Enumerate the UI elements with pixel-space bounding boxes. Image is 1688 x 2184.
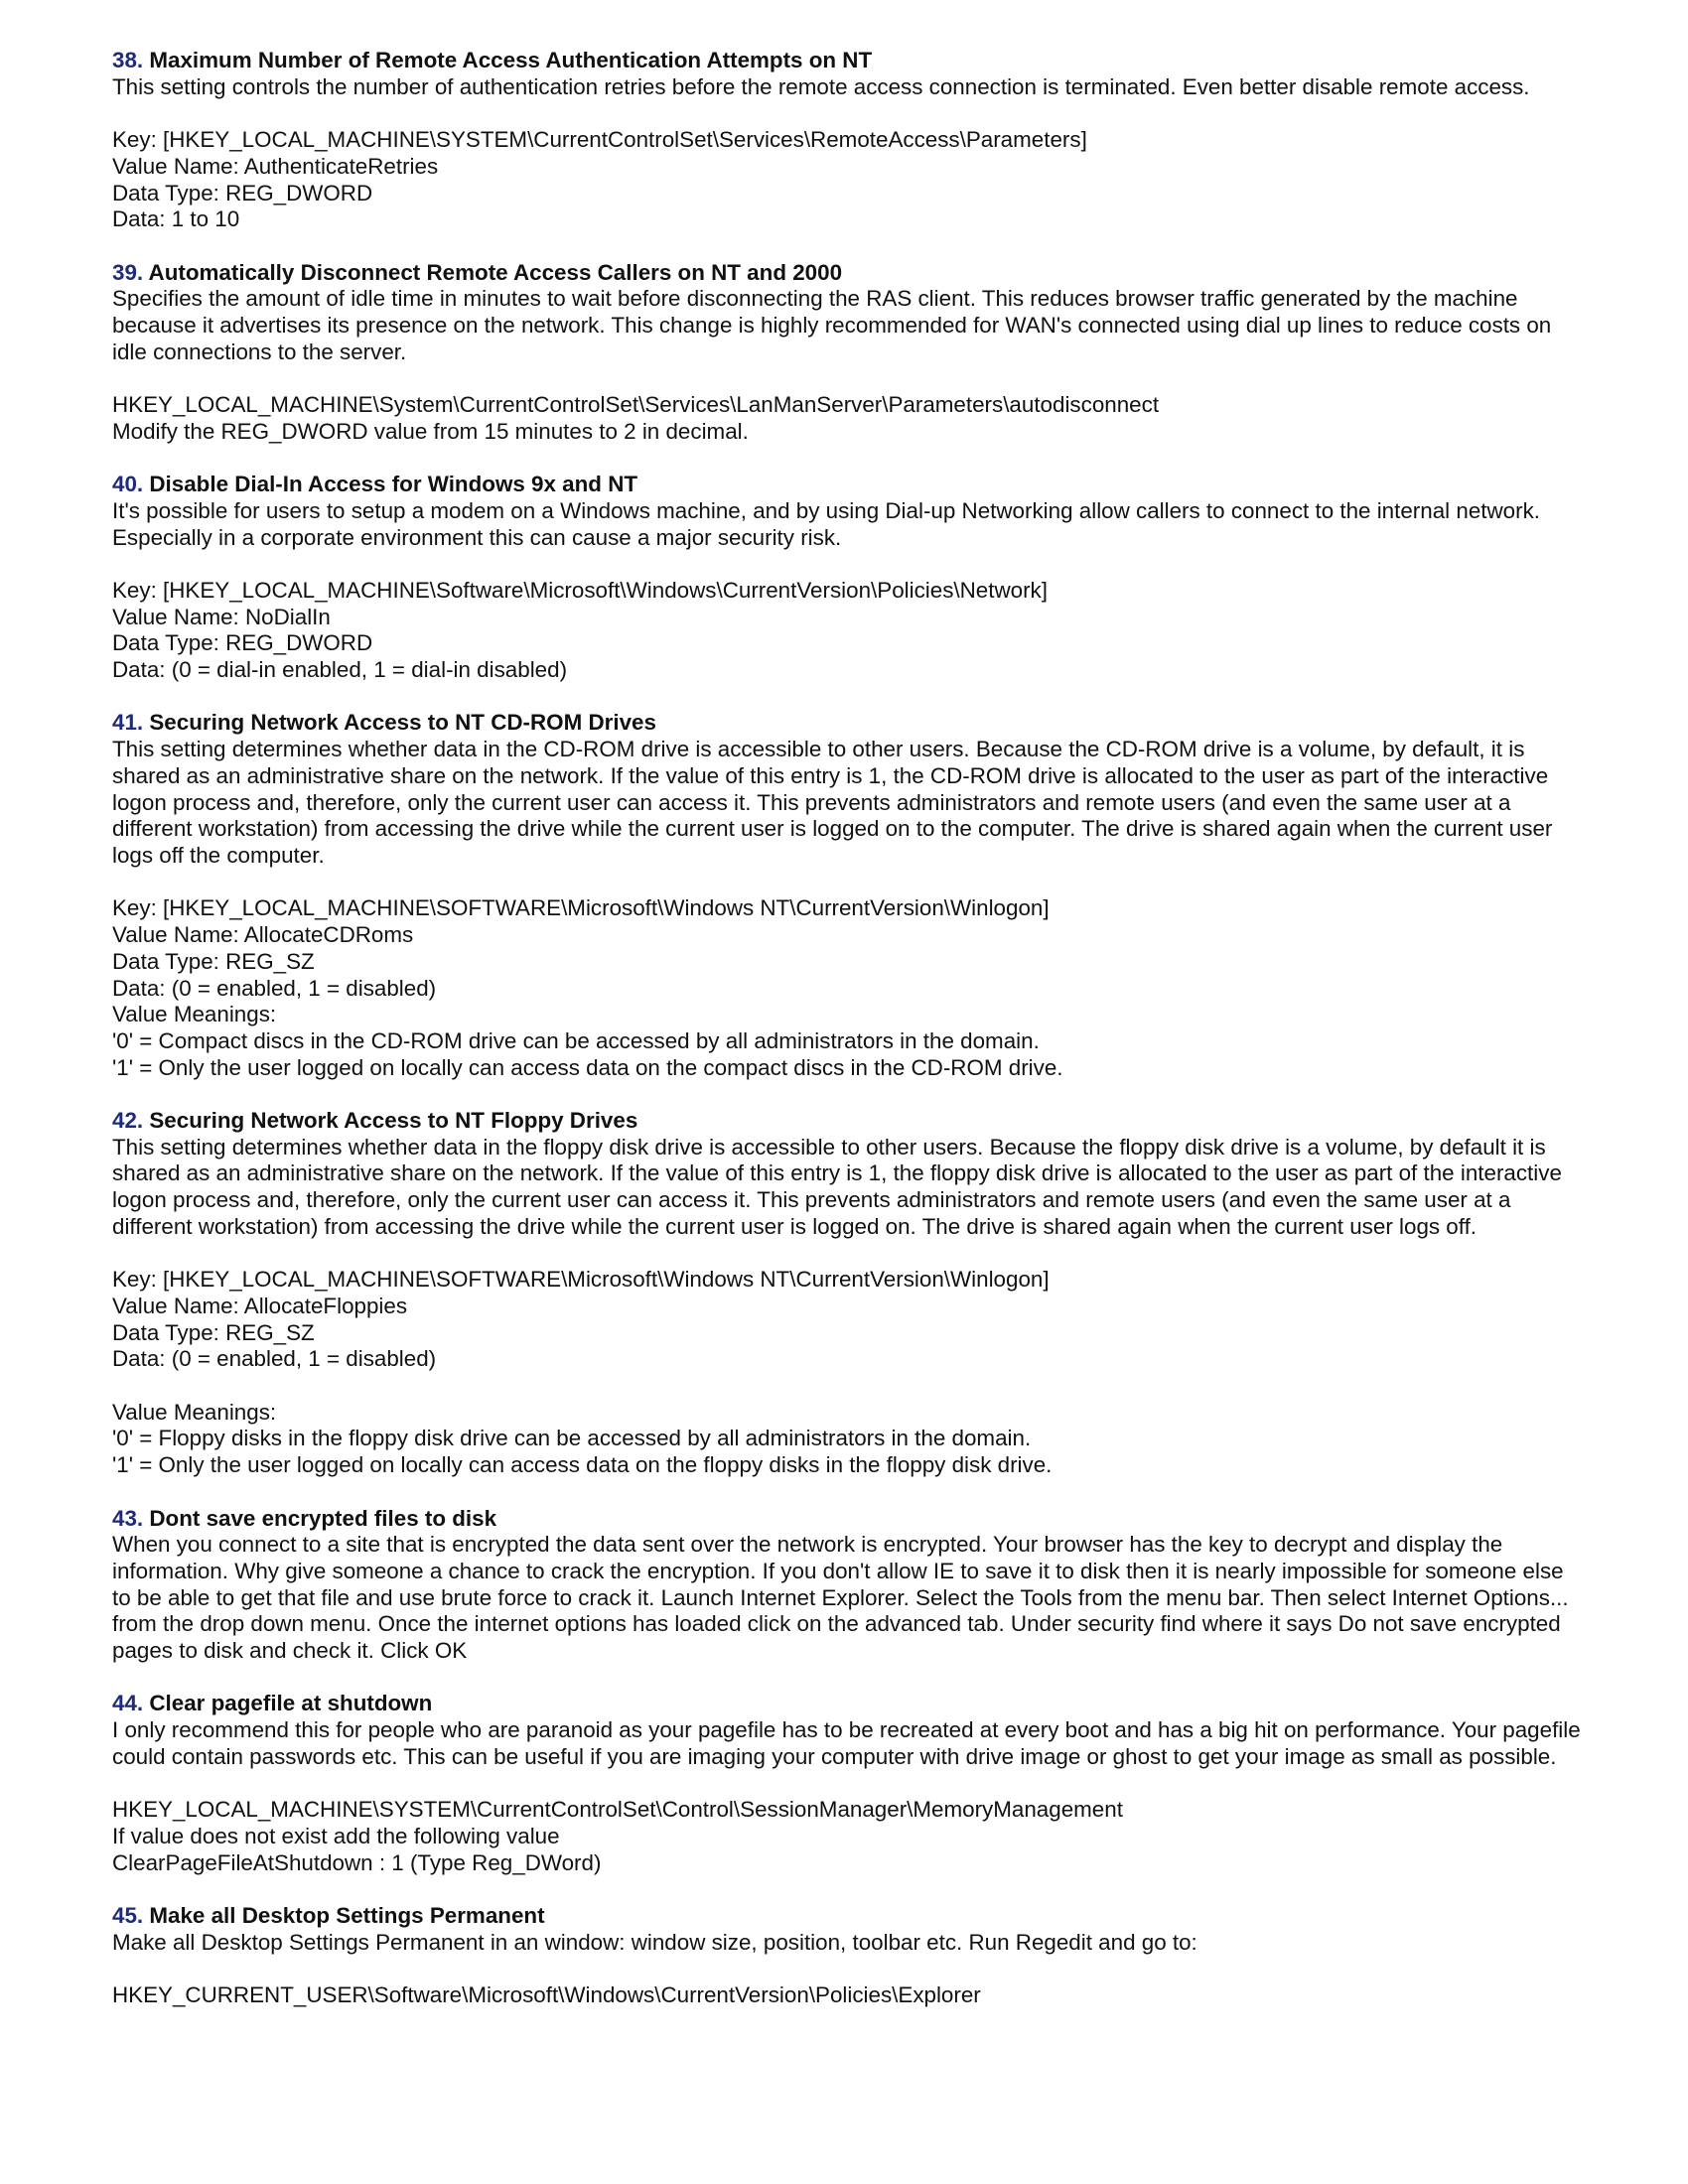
section-number: 38. bbox=[112, 48, 144, 72]
section-heading bbox=[112, 48, 1582, 74]
blank-line bbox=[112, 1771, 1582, 1798]
section-41 bbox=[112, 710, 1582, 1081]
registry-line: Key: [HKEY_LOCAL_MACHINE\SOFTWARE\Microsoft\Windows NT\CurrentVersion\Winlogon] bbox=[112, 1267, 1050, 1293]
registry-line: '0' = Floppy disks in the floppy disk drive can be accessed by all administrators in the domain. bbox=[112, 1426, 1032, 1451]
registry-line: Data Type: REG_DWORD bbox=[112, 180, 373, 205]
document-body bbox=[112, 48, 1582, 2035]
registry-line: Value Meanings: bbox=[112, 1399, 277, 1425]
registry-line: Modify the REG_DWORD value from 15 minutes to 2 in decimal. bbox=[112, 418, 749, 444]
section-38 bbox=[112, 48, 1582, 233]
registry-line: Data: (0 = dial-in enabled, 1 = dial-in disabled) bbox=[112, 657, 568, 683]
registry-line: '1' = Only the user logged on locally can access data on the compact discs in the CD-ROM drive. bbox=[112, 1054, 1063, 1080]
section-heading bbox=[112, 710, 1582, 737]
section-heading bbox=[112, 472, 1582, 498]
registry-line: Data: (0 = enabled, 1 = disabled) bbox=[112, 1346, 437, 1372]
section-paragraph: It's possible for users to setup a modem on a Windows machine, and by using Dial-up Networking allow callers to connect to the internal network. Especially in a corporate environment this can cause a major security risk. bbox=[112, 497, 1540, 550]
section-title: Dont save encrypted files to disk bbox=[149, 1505, 497, 1531]
section-title: Automatically Disconnect Remote Access Callers on NT and 2000 bbox=[148, 259, 843, 285]
section-45 bbox=[112, 1903, 1582, 2009]
section-heading bbox=[112, 1506, 1582, 1533]
blank-line bbox=[112, 1373, 1582, 1400]
blank-line bbox=[112, 551, 1582, 578]
blank-line bbox=[112, 365, 1582, 392]
section-paragraph: This setting determines whether data in the CD-ROM drive is accessible to other users. Because the CD-ROM drive is a volume, by default, it is shared as an administrative share on the network. If the value of this entry is 1, the CD-ROM drive is allocated to the user as part of the interactive logon process and, therefore, only the current user can access it. This prevents administrators and remote users (and even the same user at a different workstation) from accessing the drive while the current user is logged on to the computer. The drive is shared again when the current user logs off the computer. bbox=[112, 737, 1553, 868]
blank-line bbox=[112, 100, 1582, 127]
section-title: Clear pagefile at shutdown bbox=[149, 1691, 433, 1716]
section-number: 41. bbox=[112, 710, 144, 736]
registry-line: Value Name: AllocateCDRoms bbox=[112, 922, 414, 948]
section-title: Disable Dial-In Access for Windows 9x and NT bbox=[149, 472, 638, 497]
section-heading bbox=[112, 1903, 1582, 1930]
registry-line: ClearPageFileAtShutdown : 1 (Type Reg_DWord) bbox=[112, 1849, 602, 1875]
section-44 bbox=[112, 1691, 1582, 1876]
blank-line bbox=[112, 870, 1582, 896]
section-39 bbox=[112, 260, 1582, 446]
registry-line: '0' = Compact discs in the CD-ROM drive can be accessed by all administrators in the domain. bbox=[112, 1027, 1040, 1053]
registry-line: Data Type: REG_SZ bbox=[112, 1319, 315, 1345]
registry-line: Value Name: NoDialIn bbox=[112, 604, 331, 629]
registry-line: If value does not exist add the following value bbox=[112, 1823, 560, 1848]
registry-line: Value Name: AuthenticateRetries bbox=[112, 153, 439, 179]
section-number: 45. bbox=[112, 1903, 144, 1928]
section-title: Securing Network Access to NT Floppy Drives bbox=[149, 1108, 638, 1133]
section-40 bbox=[112, 472, 1582, 684]
blank-line bbox=[112, 1241, 1582, 1268]
registry-line: Data Type: REG_SZ bbox=[112, 948, 315, 974]
section-number: 42. bbox=[112, 1108, 144, 1133]
section-number: 40. bbox=[112, 472, 144, 497]
registry-line: HKEY_LOCAL_MACHINE\SYSTEM\CurrentControlSet\Control\SessionManager\MemoryManagement bbox=[112, 1797, 1123, 1823]
registry-line: HKEY_CURRENT_USER\Software\Microsoft\Windows\CurrentVersion\Policies\Explorer bbox=[112, 1982, 981, 2008]
registry-line: Key: [HKEY_LOCAL_MACHINE\SOFTWARE\Microsoft\Windows NT\CurrentVersion\Winlogon] bbox=[112, 895, 1050, 921]
section-paragraph: Make all Desktop Settings Permanent in an window: window size, position, toolbar etc. Run Regedit and go to: bbox=[112, 1929, 1197, 1955]
registry-line: Data: 1 to 10 bbox=[112, 206, 240, 232]
section-title: Maximum Number of Remote Access Authentication Attempts on NT bbox=[149, 48, 873, 72]
section-paragraph: When you connect to a site that is encrypted the data sent over the network is encrypted. Your browser has the key to decrypt and display the information. Why give someone a chance to crack the encryption. If you don't allow IE to save it to disk then it is nearly impossible for someone else to be able to get that file and use brute force to crack it. Launch Internet Explorer. Select the Tools from the menu bar. Then select Internet Options... from the drop down menu. Once the internet options has loaded click on the advanced tab. Under security find where it says Do not save encrypted pages to disk and check it. Click OK bbox=[112, 1532, 1569, 1664]
section-paragraph: Specifies the amount of idle time in minutes to wait before disconnecting the RAS client. This reduces browser traffic generated by the machine because it advertises its presence on the network. This change is highly recommended for WAN's connected using dial up lines to reduce costs on idle connections to the server. bbox=[112, 286, 1552, 364]
section-heading bbox=[112, 1691, 1582, 1717]
section-number: 43. bbox=[112, 1505, 144, 1531]
registry-line: Value Name: AllocateFloppies bbox=[112, 1293, 408, 1318]
section-number: 39. bbox=[112, 259, 144, 285]
registry-line: '1' = Only the user logged on locally can access data on the floppy disks in the floppy disk drive. bbox=[112, 1452, 1053, 1478]
registry-line: Key: [HKEY_LOCAL_MACHINE\Software\Microsoft\Windows\CurrentVersion\Policies\Network] bbox=[112, 577, 1048, 603]
registry-line: Data: (0 = enabled, 1 = disabled) bbox=[112, 975, 437, 1001]
registry-line: Value Meanings: bbox=[112, 1002, 277, 1027]
registry-line: Key: [HKEY_LOCAL_MACHINE\SYSTEM\CurrentControlSet\Services\RemoteAccess\Parameters] bbox=[112, 127, 1087, 153]
section-heading bbox=[112, 260, 1582, 287]
section-heading bbox=[112, 1108, 1582, 1135]
section-number: 44. bbox=[112, 1691, 144, 1716]
section-title: Securing Network Access to NT CD-ROM Drives bbox=[149, 710, 656, 736]
section-paragraph: I only recommend this for people who are paranoid as your pagefile has to be recreated at every boot and has a big hit on performance. Your pagefile could contain passwords etc. This can be useful if you are imaging your computer with drive image or ghost to get your image as small as possible. bbox=[112, 1717, 1581, 1769]
section-title: Make all Desktop Settings Permanent bbox=[149, 1903, 545, 1928]
section-42 bbox=[112, 1108, 1582, 1479]
registry-line: HKEY_LOCAL_MACHINE\System\CurrentControlSet\Services\LanManServer\Parameters\autodisconnect bbox=[112, 392, 1160, 418]
section-paragraph: This setting determines whether data in the floppy disk drive is accessible to other users. Because the floppy disk drive is a volume, by default it is shared as an administrative share on the network. If the value of this entry is 1, the floppy disk drive is allocated to the user as part of the interactive logon process and, therefore, only the current user can access it. This prevents administrators and remote users (and even the same user at a different workstation) from accessing the drive while the current user is logged on. The drive is shared again when the current user logs off. bbox=[112, 1134, 1562, 1239]
blank-line bbox=[112, 1956, 1582, 1982]
registry-line: Data Type: REG_DWORD bbox=[112, 630, 373, 656]
section-paragraph: This setting controls the number of authentication retries before the remote access connection is terminated. Even better disable remote access. bbox=[112, 73, 1530, 99]
section-43 bbox=[112, 1506, 1582, 1665]
